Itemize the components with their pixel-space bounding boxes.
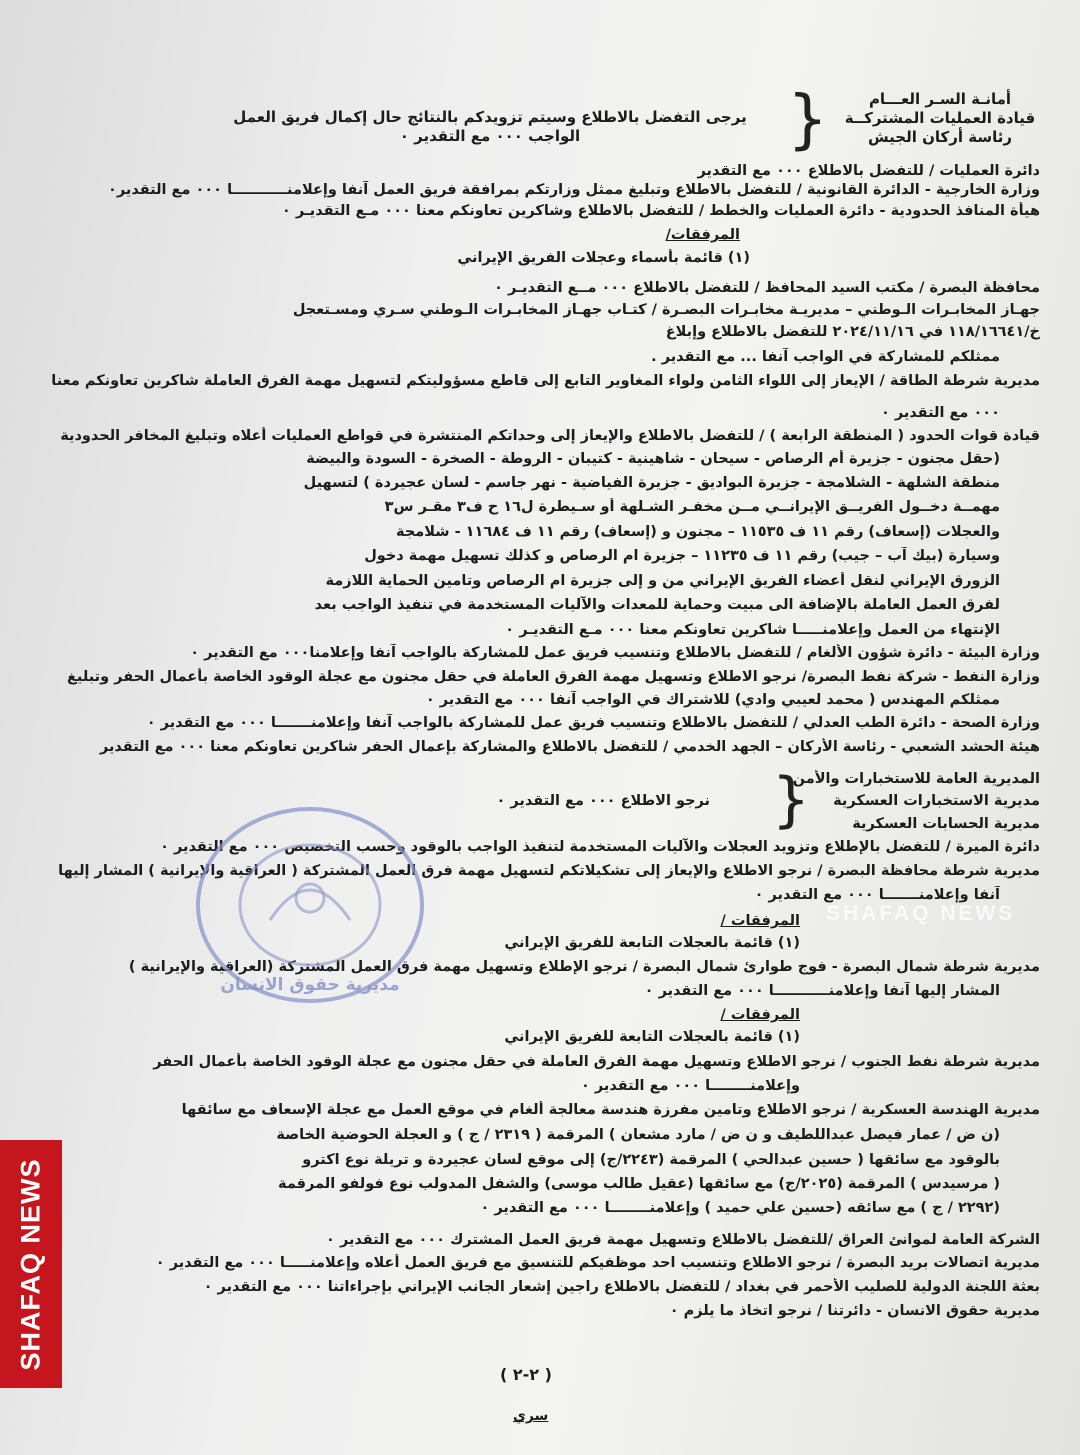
text-line: ممثلكم المهندس ( محمد لعيبي وادي) للاشتراك في الواجب آنفا ٠٠٠ مع التقدير ٠ — [425, 692, 1000, 708]
text-line: هيأة المنافذ الحدودية - دائرة العمليات والخطط / للتفضل بالاطلاع وشاكرين تعاونكم معنا ٠٠٠ مـع التقديـر ٠ — [281, 203, 1040, 219]
attachments-heading: المرفقات / — [720, 913, 800, 929]
text-line: الشركة العامة لموانئ العراق /للتفضل بالاطلاع وتسهيل مهمة فريق العمل المشترك ٠٠٠ مع التقدير ٠ — [326, 1232, 1040, 1248]
text-line: وزارة الخارجية - الدائرة القانونية / للتفضل بالاطلاع وتبليغ ممثل وزارتكم بمرافقة فريق العمل آنفا وإعلامنـــــــــــا ٠٠٠ مع التقدير٠ — [108, 182, 1040, 198]
text-line: نرجو الاطلاع ٠٠٠ مع التقدير ٠ — [496, 793, 710, 809]
header-note-line: يرجى التفضل بالاطلاع وسيتم تزويدكم بالنتائج حال إكمال فريق العمل — [233, 108, 747, 126]
text-line: ٠٠٠ مع التقدير ٠ — [880, 405, 1000, 421]
text-line: لفرق العمل العاملة بالإضافة الى مبيت وحماية للمعدات والآليات المستخدمة في تنفيذ الواجب بعد — [314, 597, 1000, 613]
text-line: ( مرسيدس ) المرقمة (٢٠٢٥/ج) مع سائقها (عقيل طالب موسى) والشفل المدولب نوع فولفو المرقمة — [278, 1176, 1000, 1192]
watermark-text: SHAFAQ NEWS — [826, 902, 1016, 925]
brace-icon: { — [787, 83, 828, 157]
text-line: قيادة قوات الحدود ( المنطقة الرابعة ) / للتفضل بالاطلاع والإيعاز إلى وحداتكم المنتشرة في قواطع العمليات أعلاه وتبليغ المخافر الحدودية — [60, 428, 1040, 444]
text-line: والعجلات (إسعاف) رقم ١١ ف ١١٥٣٥ – مجنون و (إسعاف) رقم ١١ ف ١١٦٨٤ - شلامجة — [396, 524, 1000, 540]
sender-line: رئاسة أركان الجيش — [867, 128, 1013, 146]
attachment-item: (١) قائمة بالعجلات التابعة للفريق الإيراني — [504, 935, 800, 951]
text-line: هيئة الحشد الشعبي - رئاسة الأركان – الجهد الخدمي / للتفضل بالاطلاع والمشاركة بإعمال الحفر شاكرين تعاونكم معنا ٠٠٠ مع التقدير — [99, 739, 1040, 755]
text-line: محافظة البصرة / مكتب السيد المحافظ / للتفضل بالاطلاع ٠٠٠ مــع التقديـر ٠ — [494, 280, 1040, 296]
text-line: وإعلامنــــــــا ٠٠٠ مع التقدير ٠ — [581, 1078, 800, 1094]
stamp-text: مديرية حقوق الانسان — [220, 975, 400, 995]
text-line: الإنتهاء من العمل وإعلامنـــــا شاكرين تعاونكم معنا ٠٠٠ مـع التقديـر ٠ — [505, 622, 1000, 638]
text-line: بالوقود مع سائقها ( حسين عبدالحي ) المرقمة (٢٢٤٣/ج) إلى موقع لسان عجيردة و تريلة نوع اكترو — [302, 1152, 1000, 1168]
sender-line: أمانـة السـر العـــام — [868, 90, 1012, 108]
text-line: (ن ض / عمار فيصل عبداللطيف و ن ض / مارد مشعان ) المرقمة ( ٢٣١٩ / ج ) و العجلة الحوضية الخاصة — [276, 1127, 1000, 1143]
recipient-line: مديرية الاستخبارات العسكرية — [833, 793, 1040, 809]
sender-header — [835, 90, 1045, 147]
text-line: مهمــة دخــول الفريــق الإيرانــي مــن مخفـر الشـلهة أو سـيطرة ل١٦ ح ف٣ مقـر س٣ — [384, 499, 1000, 515]
page-number: ( ٢-٢ ) — [500, 1365, 552, 1384]
brace-icon: { — [771, 765, 810, 835]
text-line: مديرية حقوق الانسان - دائرتنا / نرجو اتخاذ ما يلزم ٠ — [669, 1303, 1040, 1319]
sender-line: قيادة العمليات المشتركــة — [844, 109, 1036, 127]
classification-label: سري — [513, 1408, 549, 1424]
official-stamp — [190, 800, 430, 1010]
text-line: المشار إليها آنفا وإعلامنـــــــــــا ٠٠٠ مع التقدير ٠ — [644, 983, 1000, 999]
text-line: (٢٢٩٢ / ج ) مع سائقه (حسين علي حميد ) وإعلامنــــــــا ٠٠٠ مع التقدير ٠ — [480, 1200, 1000, 1216]
text-line: مديرية شرطة شمال البصرة - فوج طوارئ شمال البصرة / نرجو الإطلاع وتسهيل مهمة فرق العمل المشتركة (العراقية والإيرانية ) — [128, 959, 1040, 975]
recipient-line: المديرية العامة للاستخبارات والأمن — [792, 771, 1040, 787]
text-line: الزورق الإيراني لنقل أعضاء الفريق الإيراني من و إلى جزيرة ام الرصاص وتامين الحماية اللازمة — [325, 573, 1000, 589]
text-line: بعثة اللجنة الدولية للصليب الأحمر في بغداد / للتفضل بالاطلاع راجين إشعار الجانب الإيراني بإجراءاتنا ٠٠٠ مع التقدير ٠ — [203, 1279, 1040, 1295]
text-line: وسيارة (بيك آب – جيب) رقم ١١ ف ١١٢٣٥ – جزيرة ام الرصاص و كذلك تسهيل مهمة دخول — [364, 548, 1000, 564]
text-line: مديرية شرطة نفط الجنوب / نرجو الاطلاع وتسهيل مهمة الفرق العاملة في حقل مجنون مع عجلة الوقود الخاصة بأعمال الحفر — [153, 1054, 1040, 1070]
header-note-line: الواجب ٠٠٠ مع التقدير ٠ — [399, 127, 581, 145]
text-line: مديرية شرطة محافظة البصرة / نرجو الاطلاع والإيعاز إلى تشكيلاتكم لتسهيل مهمة فرق العمل المشتركة ( العراقية والإيرانية ) المشار إليها — [58, 863, 1040, 879]
text-line: دائرة الميرة / للتفضل بالإطلاع وتزويد العجلات والآليات المستخدمة لتنفيذ الواجب بالوقود وحسب التخصيص ٠٠٠ مع التقدير ٠ — [160, 839, 1040, 855]
text-line: وزارة الصحة - دائرة الطب العدلي / للتفضل بالاطلاع وتنسيب فريق عمل للمشاركة بالواجب آنفا وإعلامنـــــــا ٠٠٠ مع التقدير ٠ — [146, 715, 1040, 731]
text-line: وزارة النفط - شركة نفط البصرة/ نرجو الاطلاع وتسهيل مهمة الفرق العاملة في حقل مجنون مع عجلة الوقود الخاصة بأعمال الحفر وتبليغ — [67, 669, 1040, 685]
attachments-heading: المرفقات / — [720, 1007, 800, 1023]
attachments-heading: المرفقات/ — [665, 227, 740, 243]
text-line: (حقل مجنون - جزيرة أم الرصاص - سيحان - شاهينية - كتيبان - الروطة - الصخرة - السودة والبيضة — [306, 451, 1000, 467]
attachment-item: (١) قائمة بالعجلات التابعة للفريق الإيراني — [504, 1029, 800, 1045]
text-line: وزارة البيئة - دائرة شؤون الألغام / للتفضل بالاطلاع وتنسيب فريق عمل للمشاركة بالواجب آنفا وإعلامنا٠٠٠ مع التقدير ٠ — [190, 645, 1040, 661]
text-line: جهـاز المخابـرات الـوطني – مديريـة مخابـرات البصـرة / كتـاب جهـاز المخابـرات الـوطني سـري ومسـتعجل — [292, 302, 1040, 318]
header-note — [210, 108, 770, 146]
attachment-item: (١) قائمة بأسماء وعجلات الفريق الإيراني — [457, 250, 750, 266]
text-line: مديرية اتصالات بريد البصرة / نرجو الاطلاع وتنسيب احد موظفيكم للتنسيق مع فريق العمل أعلاه وإعلامنـــــا ٠٠٠ مع التقدير ٠ — [155, 1255, 1040, 1271]
text-line: ممثلكم للمشاركة في الواجب آنفا ... مع التقدير . — [651, 349, 1000, 365]
recipient-line: مديرية الحسابات العسكرية — [852, 816, 1040, 832]
logo-label: SHAFAQ NEWS — [15, 1157, 46, 1371]
text-line: خ/١١٨/١٦٦٤١ في ٢٠٢٤/١١/١٦ للتفضل بالاطلاع وإبلاغ — [665, 324, 1040, 340]
text-line: مديرية الهندسة العسكرية / نرجو الاطلاع وتامين مفرزة هندسة معالجة ألغام في موقع العمل مع عجلة الإسعاف مع سائقها — [181, 1102, 1040, 1118]
text-line: دائرة العمليات / للتفضل بالاطلاع ٠٠٠ مع التقدير — [697, 163, 1040, 179]
text-line: آنفا وإعلامنـــــــا ٠٠٠ مع التقدير ٠ — [754, 887, 1000, 903]
text-line: مديرية شرطة الطاقة / الإيعاز إلى اللواء الثامن ولواء المغاوير التابع إلى قاطع مسؤوليتكم لتسهيل مهمة الفرق العاملة شاكرين تعاونكم معنا — [51, 373, 1040, 389]
text-line: منطقة الشلهة - الشلامجة - جزيرة البواديق - جزيرة الفياضية - نهر جاسم - لسان عجيردة ) لتسهيل — [303, 475, 1000, 491]
